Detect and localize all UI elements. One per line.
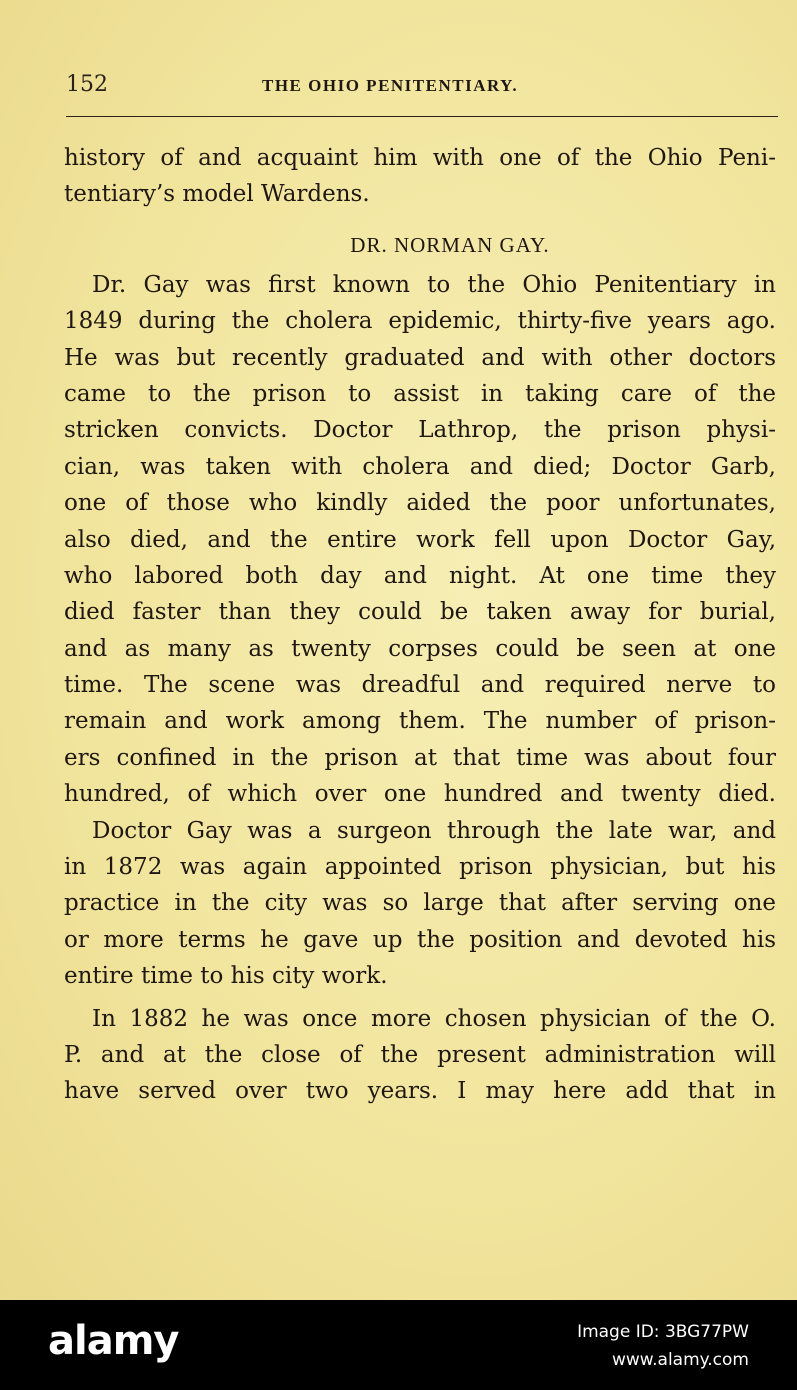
text-line: history of and acquaint him with one of the Ohio Peni- xyxy=(64,145,776,171)
text-line: died faster than they could be taken away for burial, xyxy=(64,599,776,626)
text-line: ers confined in the prison at that time was about four xyxy=(64,744,776,771)
section-heading: DR. NORMAN GAY. xyxy=(350,232,550,257)
text-line: remain and work among them. The number of prison- xyxy=(64,708,776,735)
text-line: tentiary’s model Wardens. xyxy=(64,181,370,208)
paragraph-3 xyxy=(64,1001,776,1110)
header-rule xyxy=(66,116,778,117)
text-line: hundred, of which over one hundred and twenty died. xyxy=(64,781,776,808)
text-line: In 1882 he was once more chosen physician of the O. xyxy=(92,1005,776,1032)
text-line: cian, was taken with cholera and died; Doctor Garb, xyxy=(64,453,776,480)
page-number: 152 xyxy=(66,72,108,97)
text-line: practice in the city was so large that after serving one xyxy=(64,890,776,917)
body-text xyxy=(64,140,776,1110)
text-line: stricken convicts. Doctor Lathrop, the prison physi- xyxy=(64,417,776,444)
text-line: time. The scene was dreadful and required nerve to xyxy=(64,672,776,699)
text-line: Doctor Gay was a surgeon through the late war, and xyxy=(92,817,776,844)
paragraph-1 xyxy=(64,267,776,813)
page-header xyxy=(66,72,766,106)
text-line: P. and at the close of the present administration will xyxy=(64,1041,776,1068)
stock-url: www.alamy.com xyxy=(611,1350,749,1370)
text-line: have served over two years. I may here add that in xyxy=(64,1078,776,1105)
text-line: 1849 during the cholera epidemic, thirty-five years ago. xyxy=(64,308,776,335)
paragraph-2 xyxy=(64,813,776,995)
text-line: and as many as twenty corpses could be seen at one xyxy=(64,635,776,662)
text-line: in 1872 was again appointed prison physician, but his xyxy=(64,854,776,881)
text-line: entire time to his city work. xyxy=(64,963,388,990)
text-line: one of those who kindly aided the poor unfortunates, xyxy=(64,490,776,517)
text-line: He was but recently graduated and with other doctors xyxy=(64,344,776,371)
text-line: or more terms he gave up the position and devoted his xyxy=(64,926,776,953)
alamy-logo: alamy xyxy=(48,1318,179,1364)
text-line: came to the prison to assist in taking care of the xyxy=(64,380,776,407)
stock-watermark-bar xyxy=(0,1300,797,1390)
image-id-label: Image ID: 3BG77PW xyxy=(577,1322,749,1342)
text-line: who labored both day and night. At one time they xyxy=(64,562,776,589)
text-line: Dr. Gay was first known to the Ohio Penitentiary in xyxy=(92,271,776,298)
running-head: THE OHIO PENITENTIARY. xyxy=(262,76,519,95)
text-line: also died, and the entire work fell upon Doctor Gay, xyxy=(64,526,776,553)
